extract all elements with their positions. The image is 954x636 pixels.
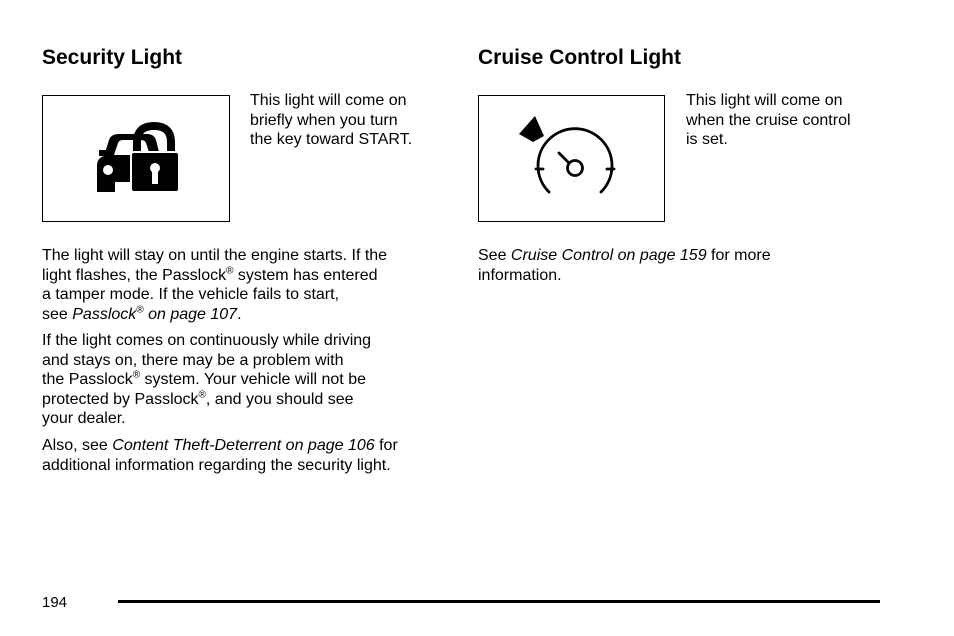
text-line: the Passlock® system. Your vehicle will not be — [42, 369, 366, 388]
passlock-page-reference[interactable]: Passlock® on page 107 — [72, 304, 238, 323]
text-line: briefly when you turn — [250, 111, 398, 129]
security-paragraph-1 — [42, 246, 387, 324]
registered-mark: ® — [198, 389, 206, 401]
text-line: a tamper mode. If the vehicle fails to start, — [42, 286, 340, 303]
registered-mark: ® — [132, 369, 141, 381]
text-line: This light will come on — [250, 92, 407, 109]
footer-rule — [118, 600, 880, 603]
text-line: additional information regarding the security light. — [42, 456, 391, 474]
text-line: when the cruise control — [686, 111, 851, 129]
registered-mark: ® — [226, 265, 234, 277]
cruise-control-light-heading: Cruise Control Light — [478, 46, 681, 69]
cruise-control-icon-box — [478, 95, 665, 222]
text-line: Also, see Content Theft-Deterrent on page 106 for — [42, 437, 398, 454]
security-paragraph-3 — [42, 436, 398, 475]
text-line: see Passlock® on page 107. — [42, 304, 242, 323]
security-lock-car-icon — [43, 96, 228, 220]
text-line: light flashes, the Passlock® system has entered — [42, 265, 378, 284]
cruise-control-description — [686, 91, 851, 150]
text-line: This light will come on — [686, 92, 843, 109]
text-line: and stays on, there may be a problem with — [42, 351, 344, 369]
text-line: is set. — [686, 131, 728, 148]
text-line: the key toward START. — [250, 131, 413, 148]
cruise-control-page-reference[interactable]: Cruise Control on page 159 — [510, 247, 707, 264]
text-line: If the light comes on continuously while driving — [42, 332, 372, 349]
cruise-speedometer-icon — [479, 96, 663, 220]
text-line: protected by Passlock®, and you should see — [42, 389, 354, 408]
text-line: See Cruise Control on page 159 for more — [478, 247, 771, 264]
content-theft-deterrent-reference[interactable]: Content Theft-Deterrent on page 106 — [112, 437, 375, 454]
text-line: information. — [478, 266, 562, 284]
text-line: your dealer. — [42, 410, 126, 427]
security-light-description — [250, 91, 412, 150]
security-light-icon-box — [42, 95, 230, 222]
security-paragraph-2 — [42, 331, 371, 429]
security-light-heading: Security Light — [42, 46, 183, 69]
text-line: The light will stay on until the engine starts. If the — [42, 247, 388, 264]
page-number: 194 — [42, 594, 68, 611]
cruise-paragraph-1 — [478, 246, 771, 285]
